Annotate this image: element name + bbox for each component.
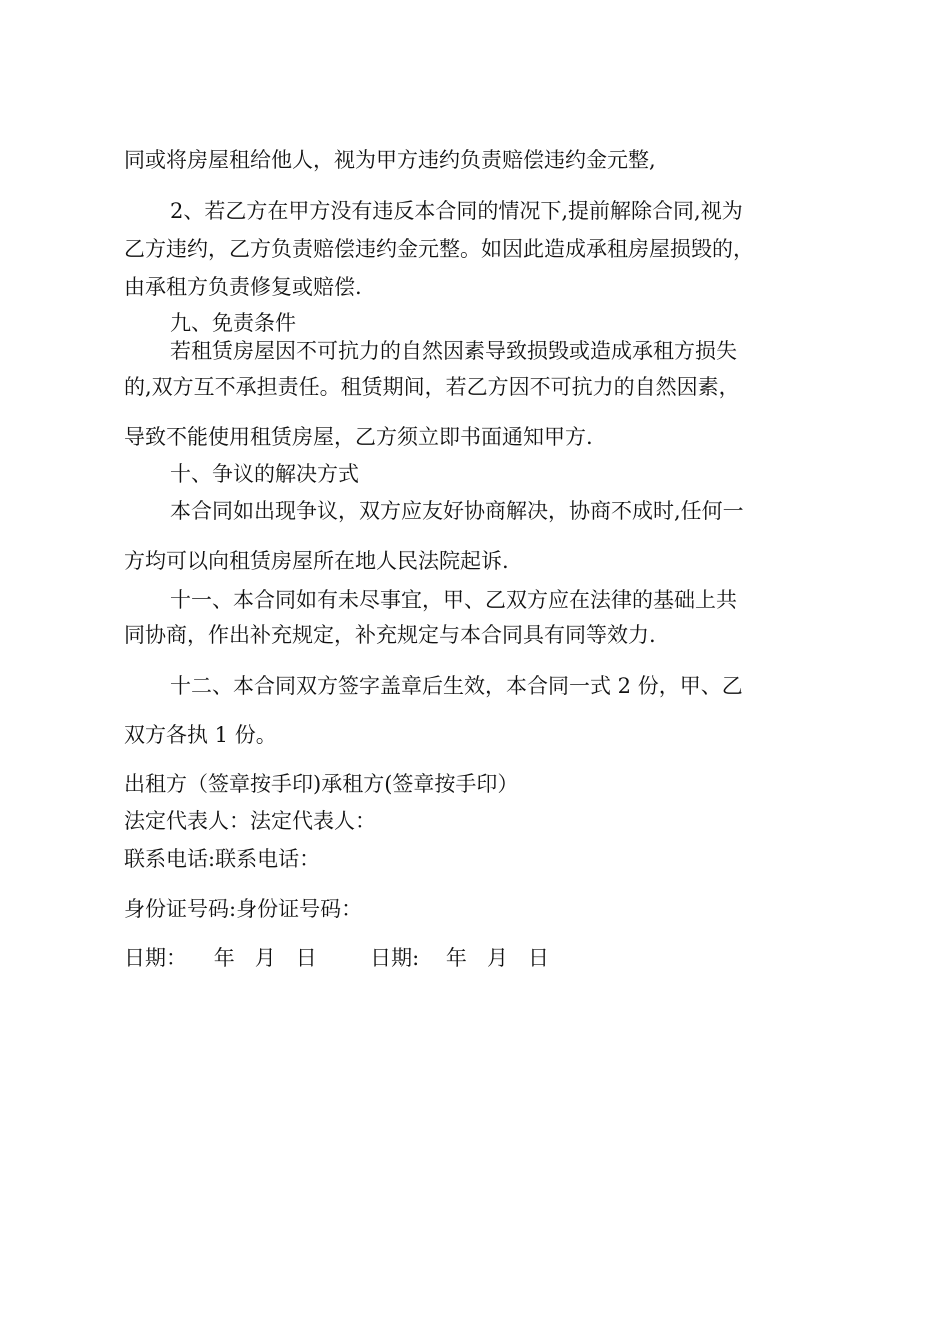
text-line-3: 乙方违约，乙方负责赔偿违约金元整。如因此造成承租房屋损毁的， xyxy=(124,237,754,261)
text-line-11: 方均可以向租赁房屋所在地人民法院起诉. xyxy=(124,549,509,573)
section-heading-twelve: 十二、本合同双方签字盖章后生效，本合同一式 2 份，甲、乙 xyxy=(170,674,743,698)
text-line-13: 同协商，作出补充规定，补充规定与本合同具有同等效力. xyxy=(124,623,656,647)
text-line-15: 双方各执 1 份。 xyxy=(124,723,277,747)
section-heading-eleven: 十一、本合同如有未尽事宜，甲、乙双方应在法律的基础上共 xyxy=(170,588,737,612)
text-line-8: 导致不能使用租赁房屋，乙方须立即书面通知甲方. xyxy=(124,425,593,449)
section-heading-ten: 十、争议的解决方式 xyxy=(170,462,359,486)
signature-phones-line: 联系电话:联系电话： xyxy=(124,847,321,871)
signature-dates-line: 日期： 年 月 日 日期: 年 月 日 xyxy=(124,946,549,970)
text-line-10: 本合同如出现争议，双方应友好协商解决，协商不成时,任何一 xyxy=(170,499,744,523)
text-line-2: 2、若乙方在甲方没有违反本合同的情况下,提前解除合同,视为 xyxy=(170,199,743,223)
signature-id-line: 身份证号码:身份证号码： xyxy=(124,897,363,921)
text-line-4: 由承租方负责修复或赔偿. xyxy=(124,275,362,299)
section-heading-nine: 九、免责条件 xyxy=(170,311,296,335)
signature-parties-line: 出租方（签章按手印)承租方(签章按手印） xyxy=(124,772,519,796)
signature-representatives-line: 法定代表人：法定代表人： xyxy=(124,809,376,833)
text-line-1: 同或将房屋租给他人，视为甲方违约负责赔偿违约金元整, xyxy=(124,148,656,172)
text-line-7: 的,双方互不承担责任。租赁期间，若乙方因不可抗力的自然因素， xyxy=(124,375,740,399)
text-line-6: 若租赁房屋因不可抗力的自然因素导致损毁或造成承租方损失 xyxy=(170,339,737,363)
